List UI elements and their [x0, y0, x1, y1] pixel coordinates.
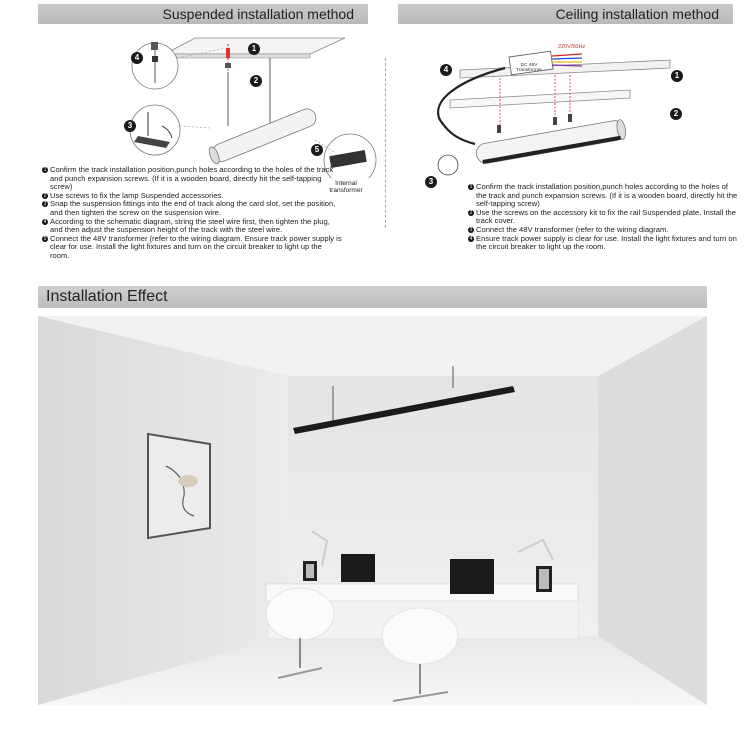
ceiling-marker-4: 4 [440, 64, 452, 76]
suspended-title: Suspended installation method [162, 6, 354, 22]
step-item: 5 Connect the 48V transformer (refer to the wiring diagram. Ensure track power supply is clear for use. Install the light fixtures and turn on the circuit breaker to light up the room. [43, 233, 342, 260]
ceiling-marker-3: 3 [425, 176, 437, 188]
room-render [38, 316, 707, 705]
step-item: 4 Ensure track power supply is clear for use. Install the light fixtures and turn on the circuit breaker to light up the room. [469, 233, 737, 252]
suspended-header [38, 4, 368, 24]
step-item: 1 Confirm the track installation position,punch holes according to the holes of the track and punch expansion screws. (If it is a wooden board, directly hit the self-tapping screw) [469, 182, 738, 209]
step-item: 2 Use screws to fix the lamp Suspended accessories. [43, 190, 224, 200]
suspended-marker-1: 1 [248, 43, 260, 55]
ceiling-header [398, 4, 733, 24]
column-divider [385, 58, 386, 228]
step-item: 2 Use the screws on the accessory kit to fix the rail Suspended plate. Install the track cover. [469, 207, 737, 226]
suspended-marker-4: 4 [131, 52, 143, 64]
internal-transformer-label: Internal transformer [329, 180, 363, 194]
installation-effect-photo [38, 316, 707, 705]
step-item: 3 Snap the suspension fittings into the end of track along the card slot, set the position, and then tighten the screw on the suspension wire. [43, 199, 336, 217]
ceiling-marker-1: 1 [671, 70, 683, 82]
suspended-marker-3: 3 [124, 120, 136, 132]
transformer-label: DC 48V Transformer [516, 63, 542, 73]
suspended-marker-5: 5 [311, 144, 323, 156]
ceiling-title: Ceiling installation method [555, 6, 719, 22]
voltage-label: 220V/50Hz [558, 44, 586, 50]
step-item: 4 According to the schematic diagram, string the steel wire first, then tighten the plug, and then adjust the suspension height of the track with the steel wire. [43, 216, 330, 235]
effect-header [38, 286, 707, 308]
ceiling-steps [468, 183, 740, 252]
step-item: 1 Confirm the track installation position,punch holes according to the holes of the track and punch expansion screws. (If it is a wooden board, directly hit the self-tapping screw) [43, 165, 334, 192]
step-item: 3 Connect the 48V transformer (refer to the wiring diagram. [469, 224, 669, 234]
suspended-marker-2: 2 [250, 75, 262, 87]
ceiling-diagram [420, 40, 710, 180]
suspended-steps [42, 166, 342, 261]
ceiling-marker-2: 2 [670, 108, 682, 120]
effect-title: Installation Effect [46, 288, 168, 305]
